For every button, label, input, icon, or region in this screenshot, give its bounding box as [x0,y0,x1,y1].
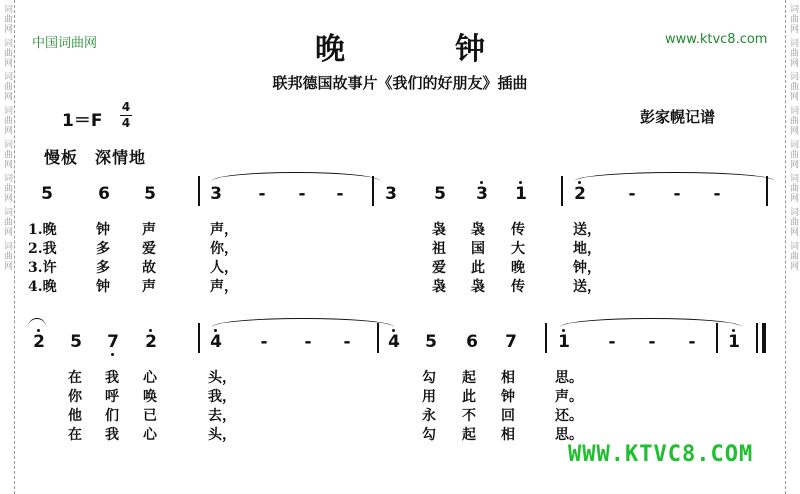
lyric-syllable: 声 [142,279,156,295]
lyric-syllable: 我， [208,389,236,405]
lyric-syllable: 回 [501,408,515,424]
bar-line [198,176,200,206]
note-dash: - [304,332,312,352]
lyric-syllable: 爱 [432,260,446,276]
note: 7 [505,332,517,352]
note: 3 [210,184,222,204]
lyric-syllable: 勾 [422,370,436,386]
lyric-syllable: 故 [142,260,156,276]
note-dash: - [258,184,266,204]
bar-line [545,323,547,353]
note: 5 [425,332,437,352]
lyric-syllable: 4.晚 [28,279,57,295]
site-watermark: WWW.KTVC8.COM [568,442,754,467]
site-name-left: 中国词曲网 [32,36,98,51]
lyric-syllable: 袅 [432,222,446,238]
lyric-syllable: 心 [143,427,157,443]
lyric-syllable: 相 [501,370,515,386]
lyric-syllable: 传 [511,222,525,238]
song-title: 晚钟 [315,32,595,67]
lyric-syllable: 钟 [96,279,110,295]
lyric-syllable: 地， [573,241,601,257]
lyric-syllable: 钟 [96,222,110,238]
lyric-syllable: 唤 [143,389,157,405]
lyric-syllable: 在 [68,427,82,443]
lyric-syllable: 送， [573,222,601,238]
lyric-syllable: 3.许 [28,260,57,276]
tempo-marking: 慢板 深情地 [44,148,147,167]
note-dash: - [343,332,351,352]
lyric-syllable: 不 [462,408,476,424]
bar-line [198,323,200,353]
note-high: 2 [31,332,47,352]
lyric-syllable: 钟， [573,260,601,276]
lyric-syllable: 声 [142,222,156,238]
lyric-syllable: 声。 [555,389,583,405]
note: 5 [144,184,156,204]
lyric-syllable: 钟 [501,389,515,405]
lyric-syllable: 永 [422,408,436,424]
lyric-syllable: 人， [210,260,238,276]
lyric-syllable: 爱 [142,241,156,257]
lyric-syllable: 1.晚 [28,222,57,238]
note-dash: - [336,184,344,204]
lyric-syllable: 晚 [511,260,525,276]
lyric-syllable: 我 [105,427,119,443]
lyric-syllable: 多 [96,260,110,276]
bar-line [561,176,563,206]
note-high: 1 [556,332,572,352]
lyric-syllable: 国 [471,241,485,257]
lyric-syllable: 此 [471,260,485,276]
note: 5 [70,332,82,352]
lyric-syllable: 已 [143,408,157,424]
tie [28,318,46,327]
lyric-syllable: 头， [208,427,236,443]
lyric-syllable: 你， [210,241,238,257]
lyric-syllable: 我 [105,370,119,386]
note-dash: - [713,184,721,204]
lyric-syllable: 袅 [471,222,485,238]
note-dash: - [608,332,616,352]
lyric-syllable: 头， [208,370,236,386]
lyric-syllable: 在 [68,370,82,386]
lyric-syllable: 还。 [555,408,583,424]
note-dash: - [648,332,656,352]
lyric-syllable: 声， [210,222,238,238]
site-name-right: www.ktvc8.com [665,32,768,47]
lyric-syllable: 用 [422,389,436,405]
note-high: 1 [513,184,529,204]
note-dash: - [260,332,268,352]
note-dash: - [298,184,306,204]
bar-line [372,176,374,206]
key-signature: 1＝F [62,111,103,131]
lyric-syllable: 2.我 [28,241,57,257]
note: 3 [385,184,397,204]
note-high: 2 [572,184,588,204]
bar-line [766,176,768,206]
lyric-syllable: 心 [143,370,157,386]
lyric-syllable: 起 [462,427,476,443]
lyric-syllable: 他 [68,408,82,424]
time-sig-top: 4 [121,100,131,114]
final-bar-thin [756,323,758,353]
lyric-syllable: 多 [96,241,110,257]
lyric-syllable: 们 [105,408,119,424]
lyric-syllable: 送， [573,279,601,295]
time-sig-bottom: 4 [121,116,131,130]
tie [212,172,380,181]
lyric-syllable: 思。 [555,427,583,443]
note-high: 4 [208,332,224,352]
tie [575,172,775,181]
note-dash: - [628,184,636,204]
final-bar-thick [762,323,766,353]
note-high: 3 [474,184,490,204]
note-high: 4 [386,332,402,352]
note-dash: - [673,184,681,204]
note-low: 7 [105,332,121,352]
lyric-syllable: 去， [208,408,236,424]
bar-line [716,323,718,353]
lyric-syllable: 你 [68,389,82,405]
lyric-syllable: 呼 [105,389,119,405]
lyric-syllable: 声， [210,279,238,295]
note-dash: - [688,332,696,352]
lyric-syllable: 袅 [471,279,485,295]
lyric-syllable: 起 [462,370,476,386]
tie [212,318,394,327]
lyric-syllable: 袅 [432,279,446,295]
bar-line [377,323,379,353]
lyric-syllable: 相 [501,427,515,443]
tie [560,318,742,327]
lyric-syllable: 祖 [432,241,446,257]
note: 5 [434,184,446,204]
note: 5 [41,184,53,204]
lyric-syllable: 传 [511,279,525,295]
lyric-syllable: 大 [511,241,525,257]
arranger-credit: 彭家幌记谱 [640,108,716,126]
note: 6 [466,332,478,352]
time-signature [120,101,132,130]
side-watermark-text: 词曲网 词曲网 词曲网 词曲网 词曲网 词曲网 词曲网 词曲网 [788,4,798,272]
side-watermark-text: 词曲网 词曲网 词曲网 词曲网 词曲网 词曲网 词曲网 词曲网 [2,4,12,272]
note-high: 2 [143,332,159,352]
song-subtitle: 联邦德国故事片《我们的好朋友》插曲 [272,74,528,92]
note-high: 1 [726,332,742,352]
lyric-syllable: 此 [462,389,476,405]
lyric-syllable: 思。 [555,370,583,386]
note: 6 [98,184,110,204]
lyric-syllable: 勾 [422,427,436,443]
